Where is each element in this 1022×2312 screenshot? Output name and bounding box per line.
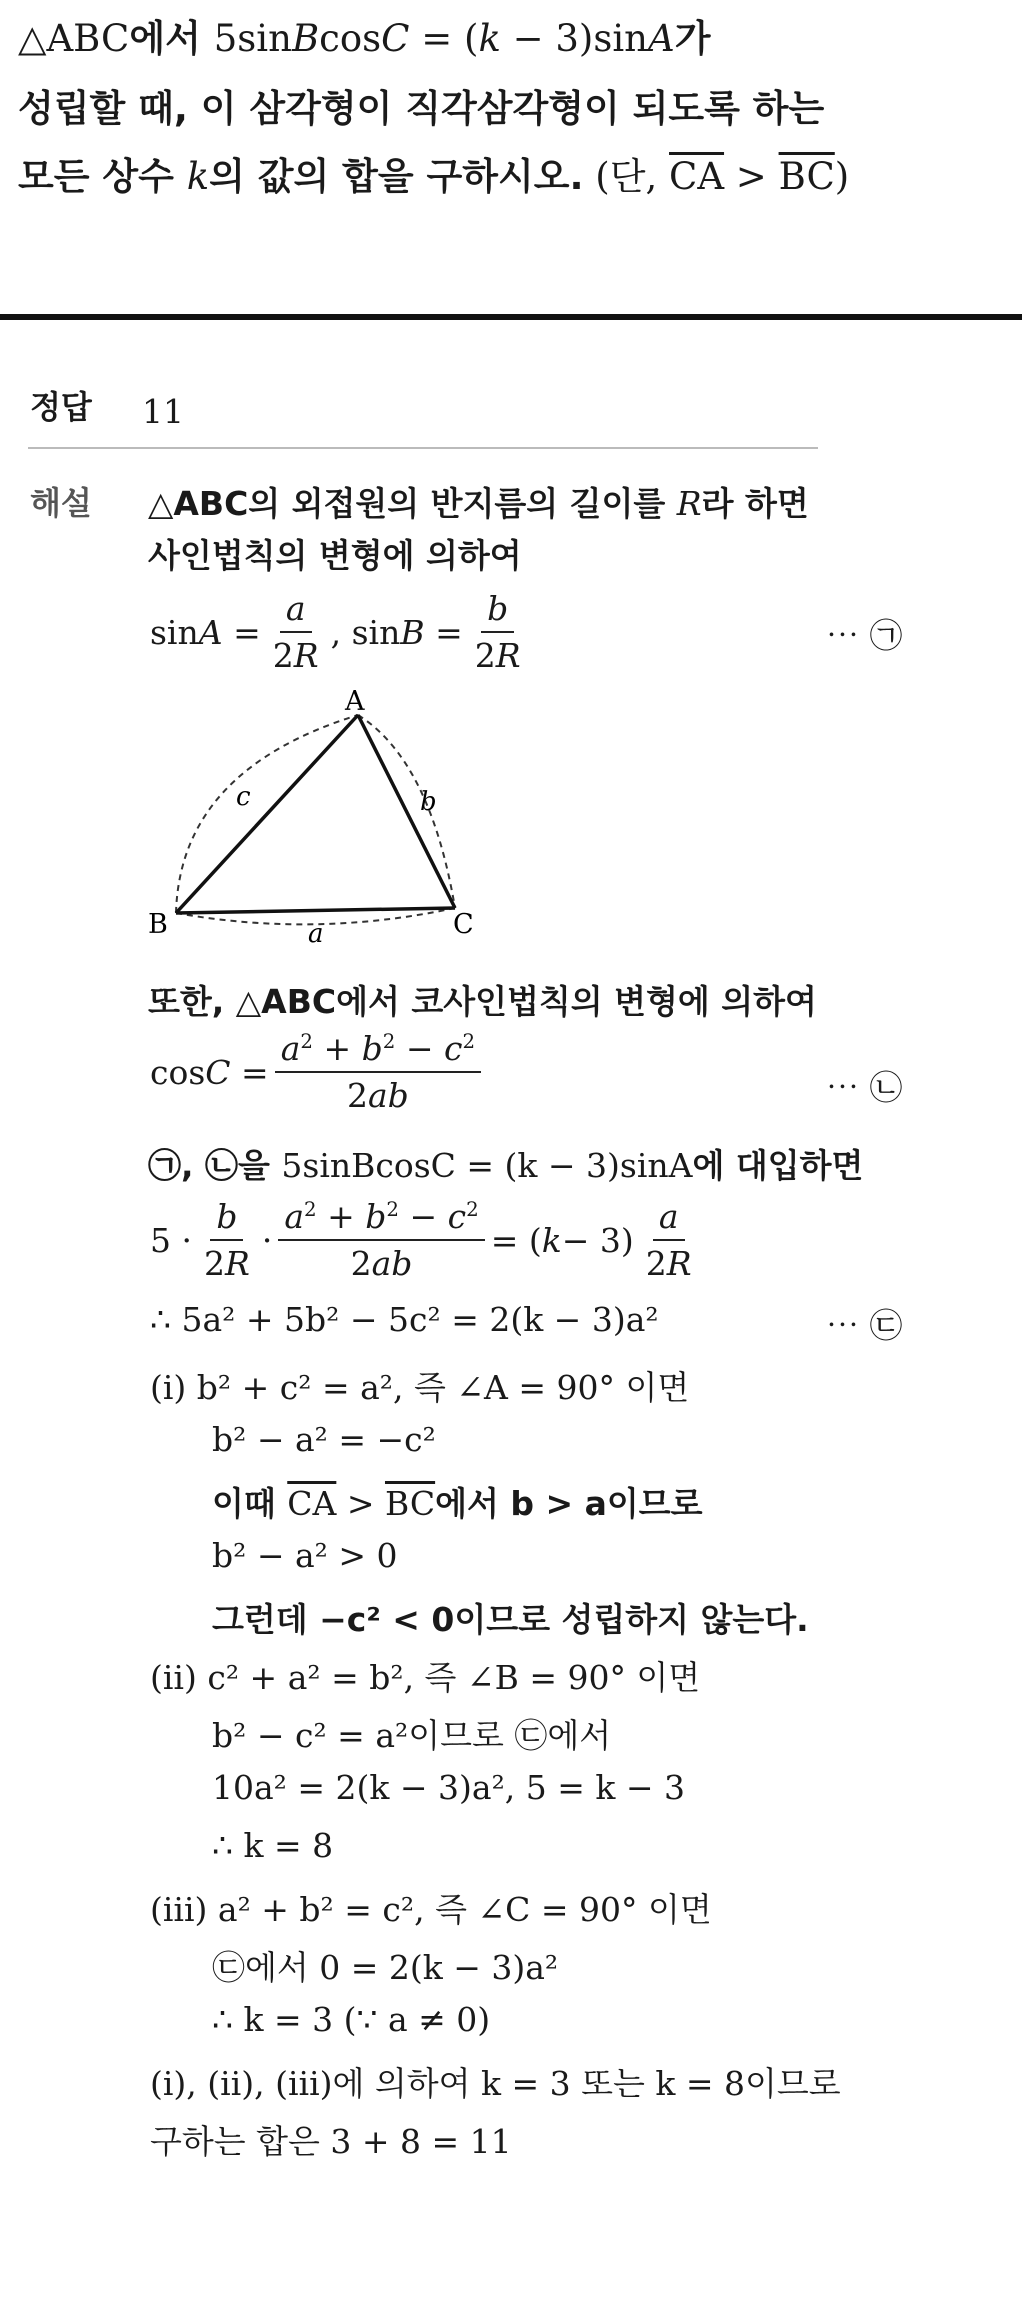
- solution-line-2: 사인법칙의 변형에 의하여: [148, 536, 522, 575]
- vertex-c: C: [453, 909, 474, 940]
- vertex-a: A: [345, 686, 365, 717]
- tag-2: ⋯ ㉡: [826, 1068, 903, 1107]
- section-divider: [0, 314, 1022, 320]
- solution-line-1: △ABC의 외접원의 반지름의 길이를 R라 하면: [148, 484, 809, 523]
- equation-sine-law: sin A = $\frac{a}{2R}$ , sin B = $\frac{b}{2R}$: [150, 589, 521, 675]
- case-2-c: ∴ k = 8: [212, 1826, 334, 1865]
- answer-label: 정답: [30, 388, 92, 426]
- answer-value: 11: [142, 392, 184, 431]
- case-3-a: ㉢에서 0 = 2(k − 3)a²: [212, 1948, 559, 1987]
- conclusion-2: 구하는 합은 3 + 8 = 11: [150, 2122, 512, 2161]
- triangle-figure: [140, 680, 500, 950]
- solution-line-3: 또한, △ABC에서 코사인법칙의 변형에 의하여: [148, 982, 817, 1021]
- answer-underline: [28, 447, 818, 449]
- equation-substitution: 5 · $\frac{b}{2R}$ · $\frac{a^2 + b^2 - c^2}{2ab}$ = ( k − 3) $\frac{a}{2R}$: [150, 1197, 692, 1283]
- solution-line-4: ㉠, ㉡을 5sinBcosC = (k − 3)sinA에 대입하면: [148, 1146, 864, 1185]
- equation-3: ∴ 5a² + 5b² − 5c² = 2(k − 3)a²: [150, 1300, 659, 1339]
- case-1-b: 이때 $\overline{CA} > \overline{BC}$에서 b > a이므로: [212, 1484, 703, 1523]
- tag-3: ⋯ ㉢: [826, 1306, 903, 1345]
- question-line-2: 성립할 때, 이 삼각형이 직각삼각형이 되도록 하는: [18, 87, 825, 130]
- side-b: b: [420, 787, 437, 817]
- case-1: (ⅰ) b² + c² = a², 즉 ∠A = 90° 이면: [150, 1368, 690, 1407]
- tag-1: ⋯ ㉠: [826, 616, 903, 655]
- case-1-a: b² − a² = −c²: [212, 1420, 436, 1459]
- case-3-b: ∴ k = 3 (∵ a ≠ 0): [212, 2000, 491, 2039]
- vertex-b: B: [148, 909, 168, 940]
- equation-cosine-law: cos C = $\frac{a^2 + b^2 - c^2}{2ab}$: [150, 1030, 487, 1115]
- solution-label: 해설: [30, 484, 92, 522]
- side-c: c: [236, 782, 251, 812]
- case-1-c: b² − a² > 0: [212, 1536, 398, 1575]
- case-1-d: 그런데 −c² < 0이므로 성립하지 않는다.: [212, 1600, 809, 1639]
- case-2-a: b² − c² = a²이므로 ㉢에서: [212, 1716, 612, 1755]
- case-2-b: 10a² = 2(k − 3)a², 5 = k − 3: [212, 1768, 686, 1807]
- question-line-3: 모든 상수 k의 값의 합을 구하시오. (단, $\overline{CA} > \overline{BC}$): [18, 155, 850, 198]
- case-3: (ⅲ) a² + b² = c², 즉 ∠C = 90° 이면: [150, 1890, 712, 1929]
- conclusion-1: (ⅰ), (ⅱ), (ⅲ)에 의하여 k = 3 또는 k = 8이므로: [150, 2064, 841, 2103]
- question-line-1: △ABC에서 5sinBcosC = (k − 3)sinA가: [18, 17, 711, 60]
- side-a: a: [308, 919, 324, 949]
- case-2: (ⅱ) c² + a² = b², 즉 ∠B = 90° 이면: [150, 1658, 701, 1697]
